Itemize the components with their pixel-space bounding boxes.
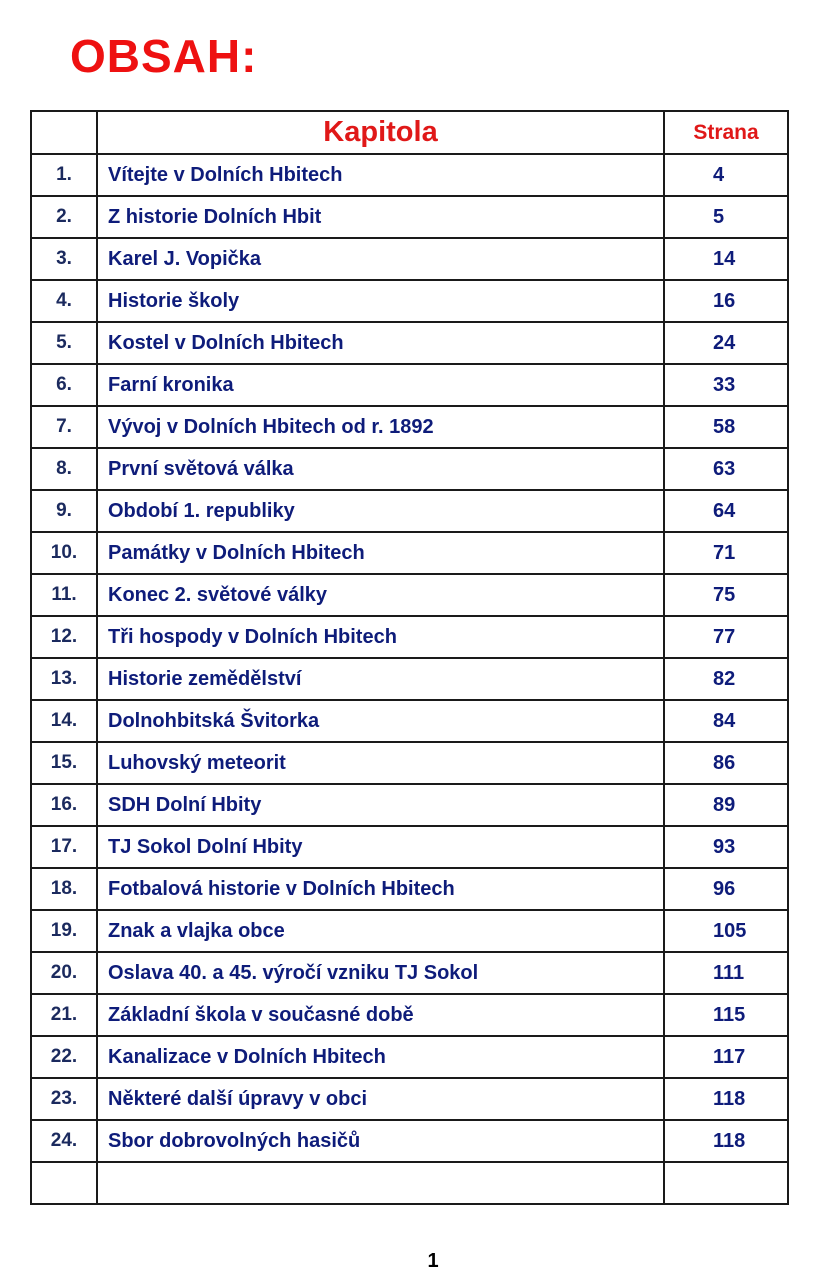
chapter-page: 16	[664, 280, 788, 322]
chapter-number: 6.	[31, 364, 97, 406]
header-number-cell	[31, 111, 97, 154]
chapter-number: 19.	[31, 910, 97, 952]
table-row	[31, 784, 788, 826]
chapter-number: 7.	[31, 406, 97, 448]
table-row	[31, 1036, 788, 1078]
chapter-page: 115	[664, 994, 788, 1036]
chapter-number: 15.	[31, 742, 97, 784]
chapter-page: 58	[664, 406, 788, 448]
empty-cell	[664, 1162, 788, 1204]
chapter-number: 16.	[31, 784, 97, 826]
chapter-title: Sbor dobrovolných hasičů	[97, 1120, 664, 1162]
chapter-title: Fotbalová historie v Dolních Hbitech	[97, 868, 664, 910]
table-of-contents	[30, 110, 789, 1205]
chapter-title: Znak a vlajka obce	[97, 910, 664, 952]
table-row	[31, 1078, 788, 1120]
chapter-page: 118	[664, 1120, 788, 1162]
table-row	[31, 742, 788, 784]
chapter-page: 24	[664, 322, 788, 364]
table-row	[31, 490, 788, 532]
chapter-page: 93	[664, 826, 788, 868]
chapter-title: Historie zemědělství	[97, 658, 664, 700]
chapter-page: 118	[664, 1078, 788, 1120]
chapter-number: 20.	[31, 952, 97, 994]
chapter-page: 89	[664, 784, 788, 826]
chapter-number: 14.	[31, 700, 97, 742]
chapter-page: 77	[664, 616, 788, 658]
chapter-number: 21.	[31, 994, 97, 1036]
chapter-page: 64	[664, 490, 788, 532]
chapter-page: 63	[664, 448, 788, 490]
chapter-number: 10.	[31, 532, 97, 574]
chapter-number: 18.	[31, 868, 97, 910]
empty-cell	[97, 1162, 664, 1204]
chapter-number: 11.	[31, 574, 97, 616]
chapter-title: Kanalizace v Dolních Hbitech	[97, 1036, 664, 1078]
chapter-page: 84	[664, 700, 788, 742]
chapter-number: 1.	[31, 154, 97, 196]
chapter-page: 86	[664, 742, 788, 784]
chapter-title: Vývoj v Dolních Hbitech od r. 1892	[97, 406, 664, 448]
chapter-number: 17.	[31, 826, 97, 868]
table-row	[31, 322, 788, 364]
chapter-title: První světová válka	[97, 448, 664, 490]
table-row	[31, 154, 788, 196]
table-row	[31, 868, 788, 910]
table-row	[31, 700, 788, 742]
chapter-title: Základní škola v současné době	[97, 994, 664, 1036]
chapter-title: SDH Dolní Hbity	[97, 784, 664, 826]
table-row	[31, 364, 788, 406]
chapter-title: Farní kronika	[97, 364, 664, 406]
chapter-number: 4.	[31, 280, 97, 322]
chapter-page: 5	[664, 196, 788, 238]
page-title: OBSAH:	[70, 30, 258, 82]
chapter-page: 14	[664, 238, 788, 280]
chapter-number: 3.	[31, 238, 97, 280]
chapter-page: 117	[664, 1036, 788, 1078]
table-row	[31, 448, 788, 490]
table-row	[31, 616, 788, 658]
chapter-number: 9.	[31, 490, 97, 532]
table-row	[31, 280, 788, 322]
chapter-page: 111	[664, 952, 788, 994]
chapter-page: 4	[664, 154, 788, 196]
chapter-title: Luhovský meteorit	[97, 742, 664, 784]
chapter-title: Kostel v Dolních Hbitech	[97, 322, 664, 364]
chapter-title: Historie školy	[97, 280, 664, 322]
chapter-number: 8.	[31, 448, 97, 490]
chapter-number: 24.	[31, 1120, 97, 1162]
chapter-title: Vítejte v Dolních Hbitech	[97, 154, 664, 196]
chapter-title: TJ Sokol Dolní Hbity	[97, 826, 664, 868]
table-row	[31, 406, 788, 448]
table-row	[31, 994, 788, 1036]
table-row	[31, 1120, 788, 1162]
table-row	[31, 658, 788, 700]
table-row	[31, 910, 788, 952]
table-row	[31, 238, 788, 280]
chapter-page: 71	[664, 532, 788, 574]
chapter-title: Z historie Dolních Hbit	[97, 196, 664, 238]
chapter-number: 2.	[31, 196, 97, 238]
chapter-title: Tři hospody v Dolních Hbitech	[97, 616, 664, 658]
chapter-page: 105	[664, 910, 788, 952]
chapter-title: Konec 2. světové války	[97, 574, 664, 616]
table-header-row	[31, 111, 788, 154]
header-page: Strana	[664, 111, 788, 154]
empty-table-row	[31, 1162, 788, 1204]
table-row	[31, 196, 788, 238]
empty-cell	[31, 1162, 97, 1204]
toc-body	[31, 154, 788, 1204]
chapter-number: 5.	[31, 322, 97, 364]
table-row	[31, 574, 788, 616]
chapter-number: 13.	[31, 658, 97, 700]
chapter-title: Některé další úpravy v obci	[97, 1078, 664, 1120]
chapter-title: Památky v Dolních Hbitech	[97, 532, 664, 574]
chapter-title: Období 1. republiky	[97, 490, 664, 532]
chapter-page: 96	[664, 868, 788, 910]
chapter-page: 75	[664, 574, 788, 616]
chapter-title: Oslava 40. a 45. výročí vzniku TJ Sokol	[97, 952, 664, 994]
chapter-page: 82	[664, 658, 788, 700]
chapter-number: 12.	[31, 616, 97, 658]
chapter-title: Dolnohbitská Švitorka	[97, 700, 664, 742]
page-number: 1	[427, 1250, 439, 1272]
table-row	[31, 952, 788, 994]
table-row	[31, 826, 788, 868]
chapter-page: 33	[664, 364, 788, 406]
header-chapter: Kapitola	[97, 111, 664, 154]
chapter-number: 23.	[31, 1078, 97, 1120]
chapter-title: Karel J. Vopička	[97, 238, 664, 280]
table-row	[31, 532, 788, 574]
chapter-number: 22.	[31, 1036, 97, 1078]
